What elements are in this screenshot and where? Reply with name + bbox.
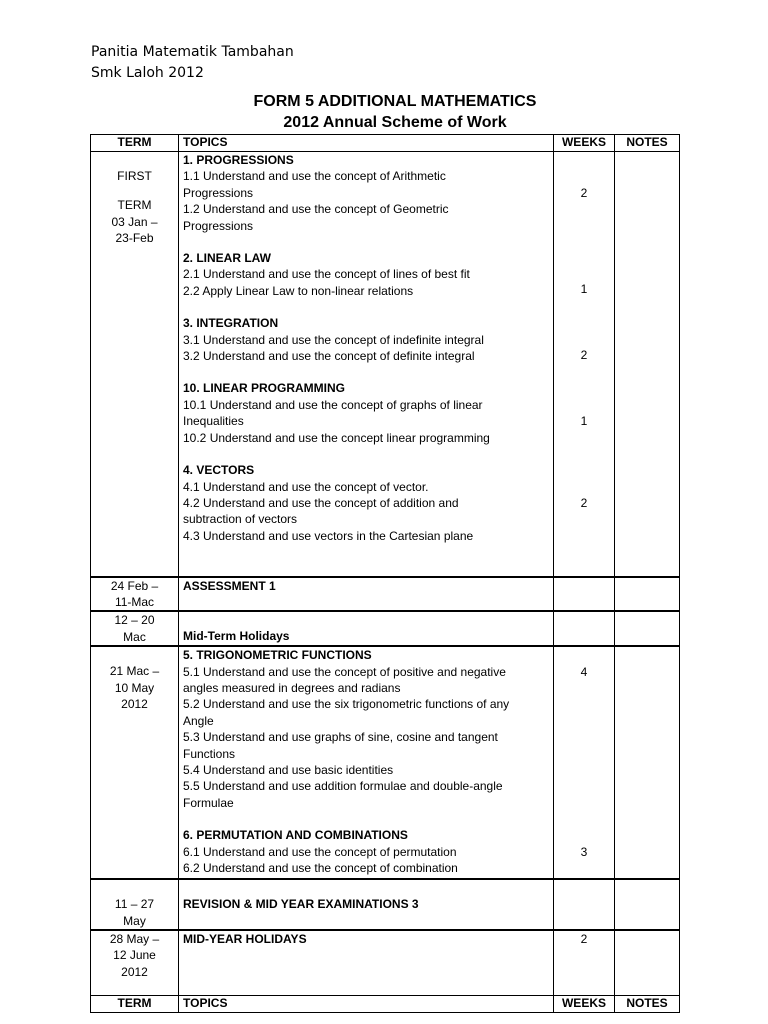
weeks-cell xyxy=(554,577,615,612)
topics-cell xyxy=(179,930,554,996)
topic-heading: 2. LINEAR LAW xyxy=(183,251,272,266)
scheme-of-work-table xyxy=(90,134,680,1013)
col-weeks-header: WEEKS xyxy=(554,135,615,152)
term-date: 21 Mac – xyxy=(109,664,160,679)
notes-cell xyxy=(615,152,680,577)
weeks-cell xyxy=(554,646,615,879)
topic-heading: REVISION & MID YEAR EXAMINATIONS 3 xyxy=(183,897,419,912)
subtopic: 4.3 Understand and use vectors in the Cartesian plane xyxy=(183,528,474,543)
weeks-cell xyxy=(554,152,615,577)
topic-heading: 6. PERMUTATION AND COMBINATIONS xyxy=(183,828,408,843)
subtopic: Progressions xyxy=(183,185,254,200)
weeks-cell xyxy=(554,930,615,996)
topic-heading: 1. PROGRESSIONS xyxy=(183,153,294,167)
subtopic: 5.4 Understand and use basic identities xyxy=(183,762,394,777)
term-date: 28 May – xyxy=(109,931,160,946)
weeks-cell xyxy=(554,879,615,930)
notes-cell xyxy=(615,879,680,930)
col-notes-header: NOTES xyxy=(615,996,680,1013)
subtopic: 1.1 Understand and use the concept of Arithmetic xyxy=(183,169,446,184)
weeks-value: 2 xyxy=(580,496,588,510)
topic-heading: 10. LINEAR PROGRAMMING xyxy=(183,381,346,396)
subtopic: 4.1 Understand and use the concept of vector. xyxy=(183,479,429,494)
weeks-value: 2 xyxy=(580,186,588,200)
term-cell xyxy=(91,646,179,879)
weeks-value: 1 xyxy=(580,282,588,296)
subtopic: 5.5 Understand and use addition formulae and double-angle xyxy=(183,779,503,794)
weeks-value: 2 xyxy=(580,348,588,362)
document-subtitle: 2012 Annual Scheme of Work xyxy=(283,114,507,131)
subtopic: 2.2 Apply Linear Law to non-linear relations xyxy=(183,283,414,298)
table-header-row-repeat xyxy=(91,996,680,1013)
col-topics-header: TOPICS xyxy=(179,135,554,152)
term-date: 2012 xyxy=(121,964,148,979)
subtopic: 5.1 Understand and use the concept of positive and negative xyxy=(183,664,506,679)
term-date: May xyxy=(123,913,146,928)
term-date: 23-Feb xyxy=(115,231,154,246)
topic-heading: MID-YEAR HOLIDAYS xyxy=(183,931,307,946)
subtopic: 1.2 Understand and use the concept of Geometric xyxy=(183,202,449,217)
weeks-value: 1 xyxy=(580,414,588,428)
term-date: 11-Mac xyxy=(114,594,155,609)
term-cell xyxy=(91,611,179,646)
topic-heading: Mid-Term Holidays xyxy=(183,629,290,644)
term-date: 11 – 27 xyxy=(114,897,155,912)
subtopic: Functions xyxy=(183,746,236,761)
notes-cell xyxy=(615,930,680,996)
term-date: 2012 xyxy=(121,696,148,711)
notes-cell xyxy=(615,577,680,612)
topics-cell xyxy=(179,611,554,646)
weeks-value: 4 xyxy=(580,665,588,680)
topic-heading: 3. INTEGRATION xyxy=(183,316,279,331)
topic-heading: ASSESSMENT 1 xyxy=(183,578,276,593)
subtopic: Progressions xyxy=(183,218,254,233)
weeks-value: 3 xyxy=(580,845,588,860)
term-label: FIRST xyxy=(117,169,152,183)
subtopic: subtraction of vectors xyxy=(183,512,298,527)
table-row xyxy=(91,152,680,577)
term-cell xyxy=(91,930,179,996)
topic-heading: 4. VECTORS xyxy=(183,463,255,478)
table-row xyxy=(91,879,680,930)
subtopic: 3.2 Understand and use the concept of definite integral xyxy=(183,349,475,364)
subtopic: 3.1 Understand and use the concept of indefinite integral xyxy=(183,332,484,347)
col-weeks-header: WEEKS xyxy=(554,996,615,1013)
department-name: Panitia Matematik Tambahan xyxy=(91,44,294,60)
subtopic: 6.2 Understand and use the concept of combination xyxy=(183,861,458,875)
term-date: 12 – 20 xyxy=(114,613,155,628)
col-notes-header: NOTES xyxy=(615,135,680,152)
table-header-row xyxy=(91,135,680,152)
table-row xyxy=(91,577,680,612)
weeks-cell xyxy=(554,611,615,646)
subtopic: 10.1 Understand and use the concept of graphs of linear xyxy=(183,397,483,412)
term-date: Mac xyxy=(123,629,146,644)
table-row xyxy=(91,930,680,996)
table-row xyxy=(91,611,680,646)
col-term-header: TERM xyxy=(91,996,179,1013)
subtopic: Angle xyxy=(183,713,214,728)
term-cell xyxy=(91,879,179,930)
term-label: TERM xyxy=(117,198,152,213)
topics-cell xyxy=(179,152,554,577)
topics-cell xyxy=(179,646,554,879)
subtopic: 5.2 Understand and use the six trigonometric functions of any xyxy=(183,697,510,712)
term-date: 24 Feb – xyxy=(110,578,159,593)
col-topics-header: TOPICS xyxy=(179,996,554,1013)
subtopic: 6.1 Understand and use the concept of permutation xyxy=(183,844,457,859)
subtopic: Formulae xyxy=(183,795,234,810)
term-cell xyxy=(91,577,179,612)
subtopic: angles measured in degrees and radians xyxy=(183,680,401,695)
table-row xyxy=(91,646,680,879)
term-date: 03 Jan – xyxy=(111,214,158,229)
subtopic: 5.3 Understand and use graphs of sine, cosine and tangent xyxy=(183,730,498,745)
term-date: 10 May xyxy=(114,680,155,695)
subtopic: 2.1 Understand and use the concept of lines of best fit xyxy=(183,267,470,282)
term-date: 12 June xyxy=(113,948,156,963)
subtopic: 4.2 Understand and use the concept of addition and xyxy=(183,495,459,510)
topics-cell xyxy=(179,879,554,930)
school-year: Smk Laloh 2012 xyxy=(91,65,204,81)
notes-cell xyxy=(615,646,680,879)
document-title: FORM 5 ADDITIONAL MATHEMATICS xyxy=(253,93,537,110)
subtopic: 10.2 Understand and use the concept linear programming xyxy=(183,430,490,445)
weeks-value: 2 xyxy=(580,931,588,946)
term-cell xyxy=(91,152,179,577)
notes-cell xyxy=(615,611,680,646)
topics-cell xyxy=(179,577,554,612)
subtopic: Inequalities xyxy=(183,414,244,429)
topic-heading: 5. TRIGONOMETRIC FUNCTIONS xyxy=(183,648,372,663)
col-term-header: TERM xyxy=(91,135,179,152)
